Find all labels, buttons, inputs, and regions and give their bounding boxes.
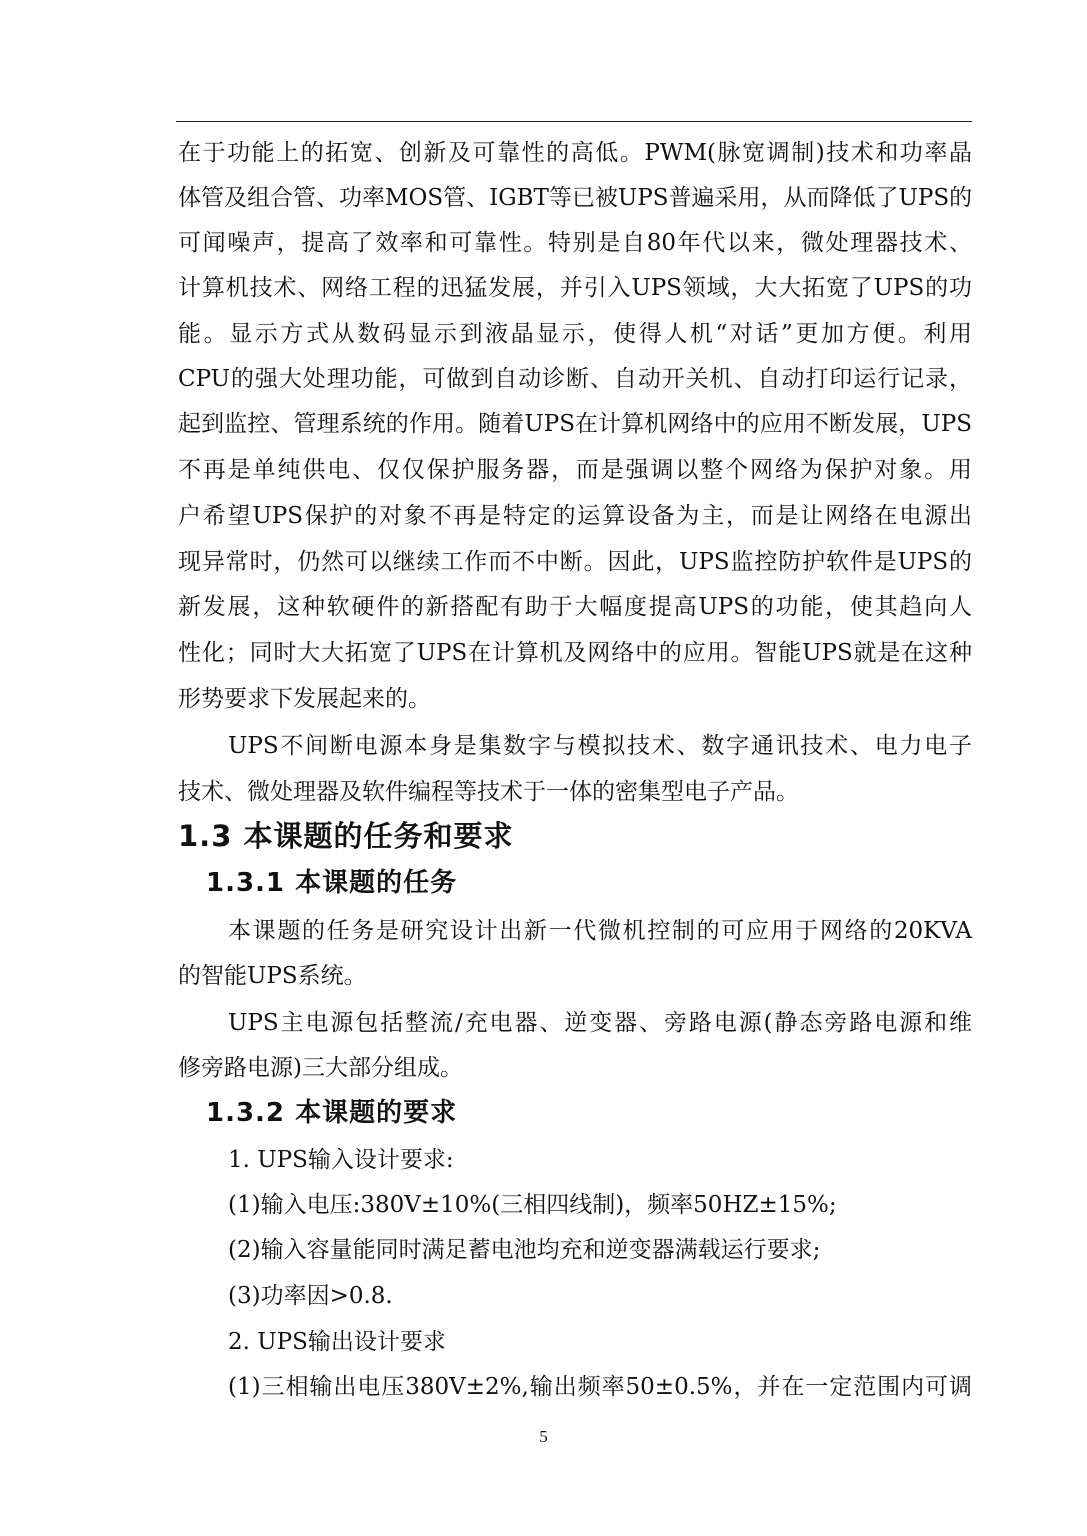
- header-rule: [176, 121, 972, 122]
- paragraph-line: UPS主电源包括整流/充电器、逆变器、旁路电源(静态旁路电源和维: [228, 1010, 972, 1036]
- requirement-item: 1. UPS输入设计要求:: [228, 1147, 454, 1173]
- paragraph-line: 技术、微处理器及软件编程等技术于一体的密集型电子产品。: [178, 779, 799, 805]
- paragraph-line: 形势要求下发展起来的。: [178, 686, 431, 712]
- paragraph-line: 修旁路电源)三大部分组成。: [178, 1055, 463, 1081]
- requirement-item: (1)三相输出电压380V±2%,输出频率50±0.5%，并在一定范围内可调: [228, 1374, 972, 1400]
- paragraph-line: 起到监控、管理系统的作用。随着UPS在计算机网络中的应用不断发展，UPS: [178, 411, 972, 437]
- paragraph-line: 在于功能上的拓宽、创新及可靠性的高低。PWM(脉宽调制)技术和功率晶: [178, 140, 972, 166]
- requirement-item: (1)输入电压:380V±10%(三相四线制)，频率50HZ±15%;: [228, 1192, 837, 1218]
- requirement-item: (3)功率因>0.8.: [228, 1283, 393, 1309]
- subsection-heading: 1.3.2 本课题的要求: [206, 1098, 458, 1128]
- paragraph-line: 能。显示方式从数码显示到液晶显示，使得人机“对话”更加方便。利用: [178, 321, 972, 347]
- paragraph-line: 体管及组合管、功率MOS管、IGBT等已被UPS普遍采用，从而降低了UPS的: [178, 185, 973, 211]
- paragraph-line: 不再是单纯供电、仅仅保护服务器，而是强调以整个网络为保护对象。用: [178, 457, 972, 483]
- page-number: 5: [539, 1427, 548, 1446]
- paragraph-line: 计算机技术、网络工程的迅猛发展，并引入UPS领域，大大拓宽了UPS的功: [178, 275, 972, 301]
- paragraph-line: 可闻噪声，提高了效率和可靠性。特别是自80年代以来，微处理器技术、: [178, 230, 972, 256]
- paragraph-line: 本课题的任务是研究设计出新一代微机控制的可应用于网络的20KVA: [228, 918, 972, 944]
- paragraph-line: 性化；同时大大拓宽了UPS在计算机及网络中的应用。智能UPS就是在这种: [178, 640, 972, 666]
- paragraph-line: 户希望UPS保护的对象不再是特定的运算设备为主，而是让网络在电源出: [178, 503, 972, 529]
- paragraph-line: 新发展，这种软硬件的新搭配有助于大幅度提高UPS的功能，使其趋向人: [178, 594, 972, 620]
- section-heading: 1.3 本课题的任务和要求: [178, 819, 514, 853]
- paragraph-line: CPU的强大处理功能，可做到自动诊断、自动开关机、自动打印运行记录，: [178, 366, 972, 392]
- requirement-item: 2. UPS输出设计要求: [228, 1329, 446, 1355]
- paragraph-line: 的智能UPS系统。: [178, 963, 367, 989]
- requirement-item: (2)输入容量能同时满足蓄电池均充和逆变器满载运行要求;: [228, 1237, 821, 1263]
- subsection-heading: 1.3.1 本课题的任务: [206, 868, 458, 898]
- paragraph-line: 现异常时，仍然可以继续工作而不中断。因此，UPS监控防护软件是UPS的: [178, 549, 972, 575]
- paragraph-line: UPS不间断电源本身是集数字与模拟技术、数字通讯技术、电力电子: [228, 733, 972, 759]
